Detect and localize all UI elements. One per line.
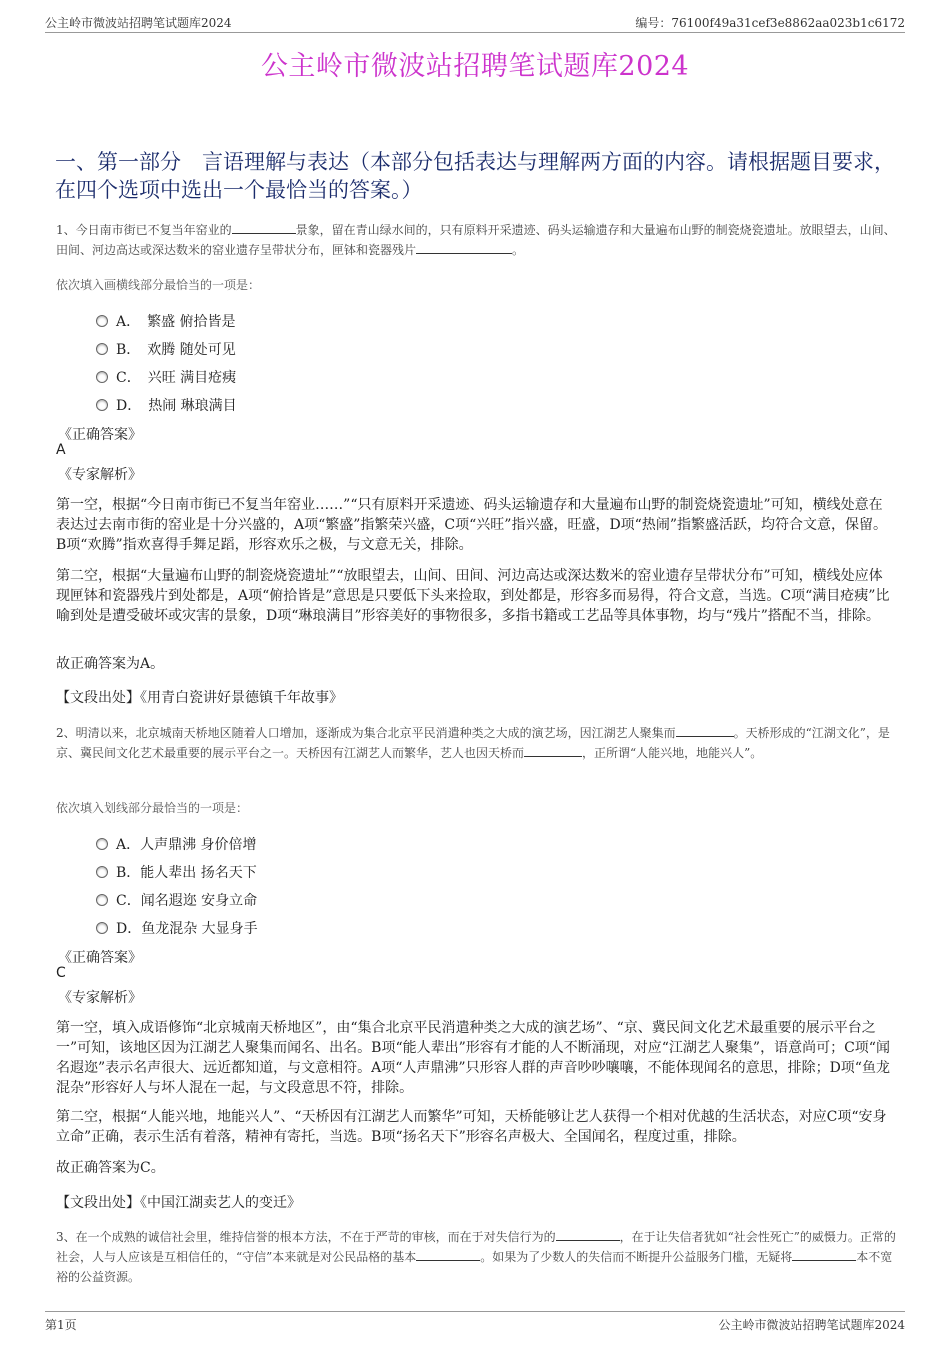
question-2-analysis-1: 第一空，填入成语修饰“北京城南天桥地区”，由“集合北京平民消遣种类之大成的演艺场”、“京、冀民间文化艺术最重要的展示平台之一”可知，该地区因为江湖艺人聚集而闻名、出名。B项“能人辈出”形容有才能的人不断涌现，对应“江湖艺人聚集”，语意尚可；C项“闻名遐迩”表示名声很大、远近都知道，与文意相符。A项“人声鼎沸”只形容人群的声音吵吵嚷嚷，不能体现闻名的意思，排除；D项“鱼龙混杂”形容好人与坏人混在一起，与文段意思不符，排除。	[56, 1020, 890, 1096]
question-1-text: 1、今日南市街已不复当年窑业的 景象，留在青山绿水间的，只有原料开采遗迹、码头运输遗存和大量遍布山野的制瓷烧瓷遗址。放眼望去，山间、田间、河边高达或深达数米的窑业遗存呈带状分布，匣钵和瓷器残片 。	[56, 223, 896, 257]
radio-icon[interactable]	[96, 894, 108, 906]
question-2-text: 2、明清以来，北京城南天桥地区随着人口增加，逐渐成为集合北京平民消遣种类之大成的演艺场，因江湖艺人聚集而 。天桥形成的“江湖文化”，是京、冀民间文化艺术最重要的展示平台之一。天桥因有江湖艺人而繁华，艺人也因天桥而 ，正所谓“人能兴地，地能兴人”。	[56, 726, 890, 760]
answer-blank	[416, 241, 512, 254]
question-2-option-c[interactable]: C．闻名遐迩 安身立命	[96, 890, 257, 910]
answer-blank	[416, 1248, 480, 1261]
correct-answer-label: 《正确答案》	[58, 427, 142, 443]
answer-blank	[556, 1228, 620, 1241]
correct-answer-label: 《正确答案》	[58, 950, 142, 966]
answer-blank	[676, 724, 734, 737]
radio-icon[interactable]	[96, 399, 108, 411]
question-1-answer: A	[56, 442, 66, 458]
section-heading: 一、第一部分 言语理解与表达（本部分包括表达与理解两方面的内容。请根据题目要求，在四个选项中选出一个最恰当的答案。）	[55, 150, 895, 202]
analysis-label: 《专家解析》	[58, 467, 142, 483]
analysis-label: 《专家解析》	[58, 990, 142, 1006]
question-1-option-c[interactable]: C． 兴旺 满目疮痍	[96, 367, 236, 387]
answer-blank	[524, 744, 582, 757]
page-title: 公主岭市微波站招聘笔试题库2024	[260, 51, 690, 82]
question-3-text: 3、在一个成熟的诚信社会里，维持信誉的根本方法，不在于严苛的审核，而在于对失信行为的 ，在于让失信者犹如“社会性死亡”的威慑力。正常的社会，人与人应该是互相信任的，“守信”本来就是对公民品格的基本 。如果为了少数人的失信而不断提升公益服务门槛，无疑将 本不宽裕的公益资源。	[56, 1230, 896, 1284]
question-1-option-a[interactable]: A． 繁盛 俯拾皆是	[96, 311, 236, 331]
radio-icon[interactable]	[96, 838, 108, 850]
header-doc-title: 公主岭市微波站招聘笔试题库2024	[45, 16, 232, 30]
question-2-analysis-2: 第二空，根据“人能兴地，地能兴人”、“天桥因有江湖艺人而繁华”可知，天桥能够让艺人获得一个相对优越的生活状态，对应C项“安身立命”正确，表示生活有着落，精神有寄托，当选。B项“扬名天下”形容名声极大、全国闻名，程度过重，排除。	[56, 1109, 887, 1145]
question-1-option-d[interactable]: D． 热闹 琳琅满目	[96, 395, 237, 415]
question-1-option-b[interactable]: B． 欢腾 随处可见	[96, 339, 236, 359]
question-1-analysis-1: 第一空，根据“今日南市街已不复当年窑业……”“只有原料开采遗迹、码头运输遗存和大量遍布山野的制瓷烧瓷遗址”可知，横线处意在表达过去南市街的窑业是十分兴盛的，A项“繁盛”指繁荣兴盛，C项“兴旺”指兴盛，旺盛，D项“热闹”指繁盛活跃，均符合文意，保留。B项“欢腾”指欢喜得手舞足蹈，形容欢乐之极，与文意无关，排除。	[56, 497, 887, 553]
question-2-option-b[interactable]: B．能人辈出 扬名天下	[96, 862, 257, 882]
radio-icon[interactable]	[96, 922, 108, 934]
radio-icon[interactable]	[96, 866, 108, 878]
radio-icon[interactable]	[96, 315, 108, 327]
question-1-prompt: 依次填入画横线部分最恰当的一项是：	[56, 278, 261, 292]
question-2-answer: C	[56, 965, 66, 981]
question-2-source: 【文段出处】《中国江湖卖艺人的变迁》	[56, 1195, 301, 1211]
question-2-prompt: 依次填入划线部分最恰当的一项是：	[56, 801, 249, 815]
question-2-option-a[interactable]: A．人声鼎沸 身价倍增	[96, 834, 257, 854]
page-header	[45, 10, 905, 33]
question-1-source: 【文段出处】《用青白瓷讲好景德镇千年故事》	[56, 690, 343, 706]
page-footer	[45, 1311, 905, 1336]
question-1-conclusion: 故正确答案为A。	[56, 656, 165, 672]
answer-blank	[792, 1248, 856, 1261]
question-1-analysis-2: 第二空，根据“大量遍布山野的制瓷烧瓷遗址”“放眼望去，山间、田间、河边高达或深达数米的窑业遗存呈带状分布”可知，横线处应体现匣钵和瓷器残片到处都是，A项“俯拾皆是”意思是只要低下头来捡取，到处都是，形容多而易得，符合文意，当选。C项“满目疮痍”比喻到处是遭受破坏或灾害的景象，D项“琳琅满目”形容美好的事物很多，多指书籍或工艺品等具体事物，均与“残片”搭配不当，排除。	[56, 568, 890, 624]
radio-icon[interactable]	[96, 371, 108, 383]
header-doc-id: 编号：76100f49a31cef3e8862aa023b1c6172	[635, 16, 905, 30]
radio-icon[interactable]	[96, 343, 108, 355]
answer-blank	[232, 221, 296, 234]
footer-doc-title: 公主岭市微波站招聘笔试题库2024	[718, 1318, 905, 1332]
question-2-option-d[interactable]: D．鱼龙混杂 大显身手	[96, 918, 258, 938]
question-2-conclusion: 故正确答案为C。	[56, 1160, 165, 1176]
page-number: 第1页	[45, 1318, 77, 1332]
